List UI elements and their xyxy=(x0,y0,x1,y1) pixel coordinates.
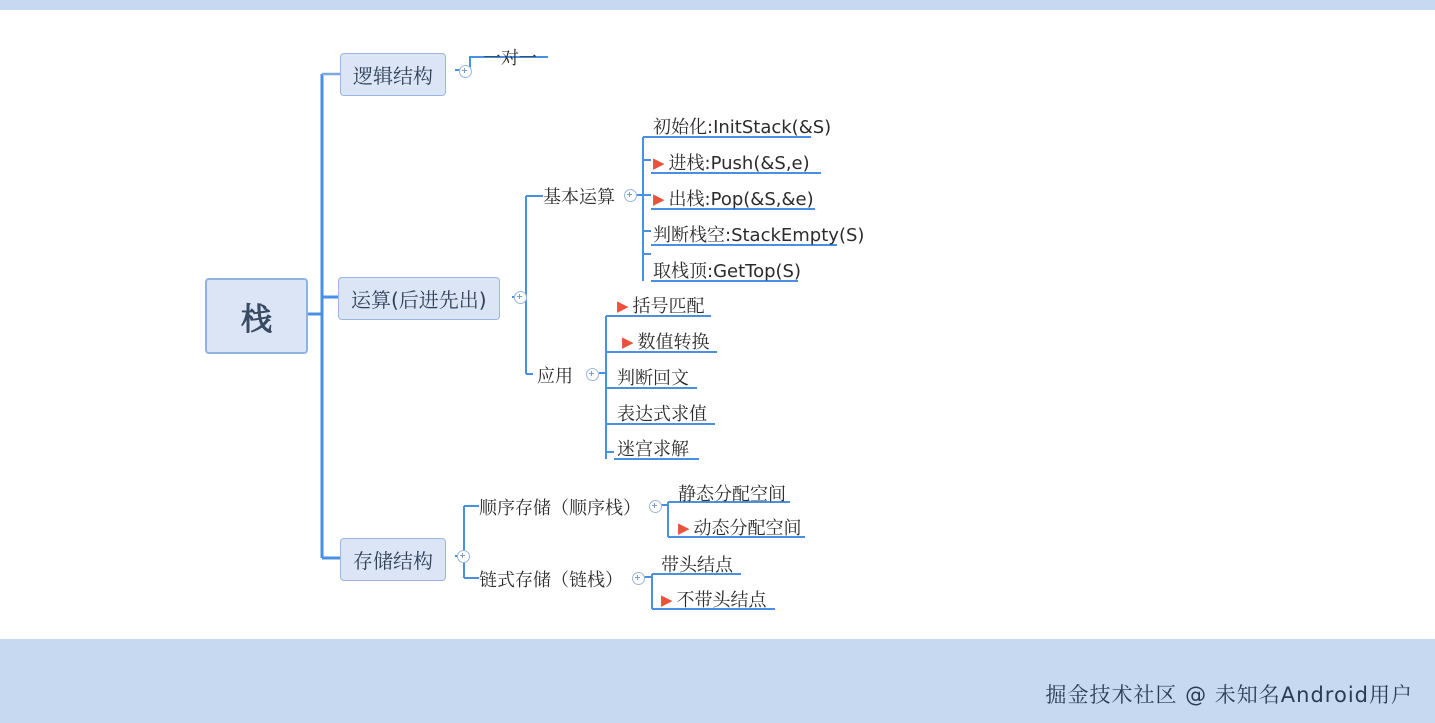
flag-icon: ▶ xyxy=(661,591,673,609)
leaf-one-to-one[interactable] xyxy=(483,44,537,72)
leaf-number-conversion[interactable] xyxy=(622,328,710,356)
leaf-label: 带头结点 xyxy=(661,555,733,576)
leaf-label: 动态分配空间 xyxy=(693,518,802,539)
leaf-without-head-node[interactable] xyxy=(661,586,767,614)
leaf-with-head-node[interactable] xyxy=(661,551,733,579)
bottom-decorative-bar xyxy=(0,636,1435,723)
leaf-label: 数值转换 xyxy=(637,332,710,353)
leaf-static-allocation[interactable] xyxy=(678,480,786,508)
subbranch-linked-storage[interactable] xyxy=(479,566,623,594)
collapse-toggle-sequential-storage[interactable] xyxy=(649,500,662,513)
leaf-label: 取栈顶:GetTop(S) xyxy=(653,261,801,282)
subbranch-sequential-storage[interactable] xyxy=(479,494,641,522)
leaf-dynamic-allocation[interactable] xyxy=(678,514,802,542)
subbranch-applications[interactable] xyxy=(537,362,573,390)
flag-icon: ▶ xyxy=(617,297,629,315)
leaf-label: 一对一 xyxy=(483,48,537,69)
branch-node-operations[interactable] xyxy=(338,277,500,320)
leaf-label: 判断栈空:StackEmpty(S) xyxy=(653,225,865,246)
leaf-push[interactable] xyxy=(653,149,810,177)
leaf-palindrome[interactable] xyxy=(617,364,689,392)
branch-node-storage-structure[interactable] xyxy=(340,538,446,581)
leaf-bracket-matching[interactable] xyxy=(617,292,705,320)
leaf-label: 判断回文 xyxy=(617,368,689,389)
leaf-label: 括号匹配 xyxy=(632,296,705,317)
collapse-toggle-applications[interactable] xyxy=(586,368,599,381)
leaf-label: 初始化:InitStack(&S) xyxy=(653,117,832,138)
collapse-toggle-logical-structure[interactable] xyxy=(459,65,472,78)
flag-icon: ▶ xyxy=(622,333,634,351)
flag-icon: ▶ xyxy=(653,154,665,172)
leaf-label: 静态分配空间 xyxy=(678,484,786,505)
mindmap-root-node[interactable] xyxy=(205,278,308,354)
flag-icon: ▶ xyxy=(653,190,665,208)
subbranch-label: 顺序存储（顺序栈） xyxy=(479,498,641,519)
leaf-label: 进栈:Push(&S,e) xyxy=(668,153,810,174)
leaf-label: 迷宫求解 xyxy=(617,439,689,460)
leaf-get-top[interactable] xyxy=(653,257,801,285)
branch-node-logical-structure[interactable] xyxy=(340,53,446,96)
leaf-maze-solving[interactable] xyxy=(617,435,689,463)
subbranch-basic-operations[interactable] xyxy=(543,183,615,211)
watermark-text: 掘金技术社区 @ 未知名Android用户 xyxy=(1045,683,1413,707)
collapse-toggle-basic-operations[interactable] xyxy=(624,189,637,202)
leaf-stack-empty[interactable] xyxy=(653,221,864,249)
leaf-label: 出栈:Pop(&S,&e) xyxy=(668,189,814,210)
subbranch-label: 基本运算 xyxy=(543,187,615,208)
leaf-pop[interactable] xyxy=(653,185,814,213)
flag-icon: ▶ xyxy=(678,519,690,537)
leaf-label: 不带头结点 xyxy=(676,590,767,611)
subbranch-label: 链式存储（链栈） xyxy=(479,570,623,591)
branch-label: 运算(后进先出) xyxy=(351,288,487,312)
root-label: 栈 xyxy=(241,301,272,338)
branch-label: 逻辑结构 xyxy=(353,64,433,88)
branch-label: 存储结构 xyxy=(353,549,433,573)
collapse-toggle-linked-storage[interactable] xyxy=(632,572,645,585)
subbranch-label: 应用 xyxy=(537,366,573,387)
leaf-expression-evaluation[interactable] xyxy=(617,400,707,428)
collapse-toggle-storage-structure[interactable] xyxy=(457,550,470,563)
leaf-label: 表达式求值 xyxy=(617,404,707,425)
collapse-toggle-operations[interactable] xyxy=(514,291,527,304)
leaf-init-stack[interactable] xyxy=(653,113,831,141)
